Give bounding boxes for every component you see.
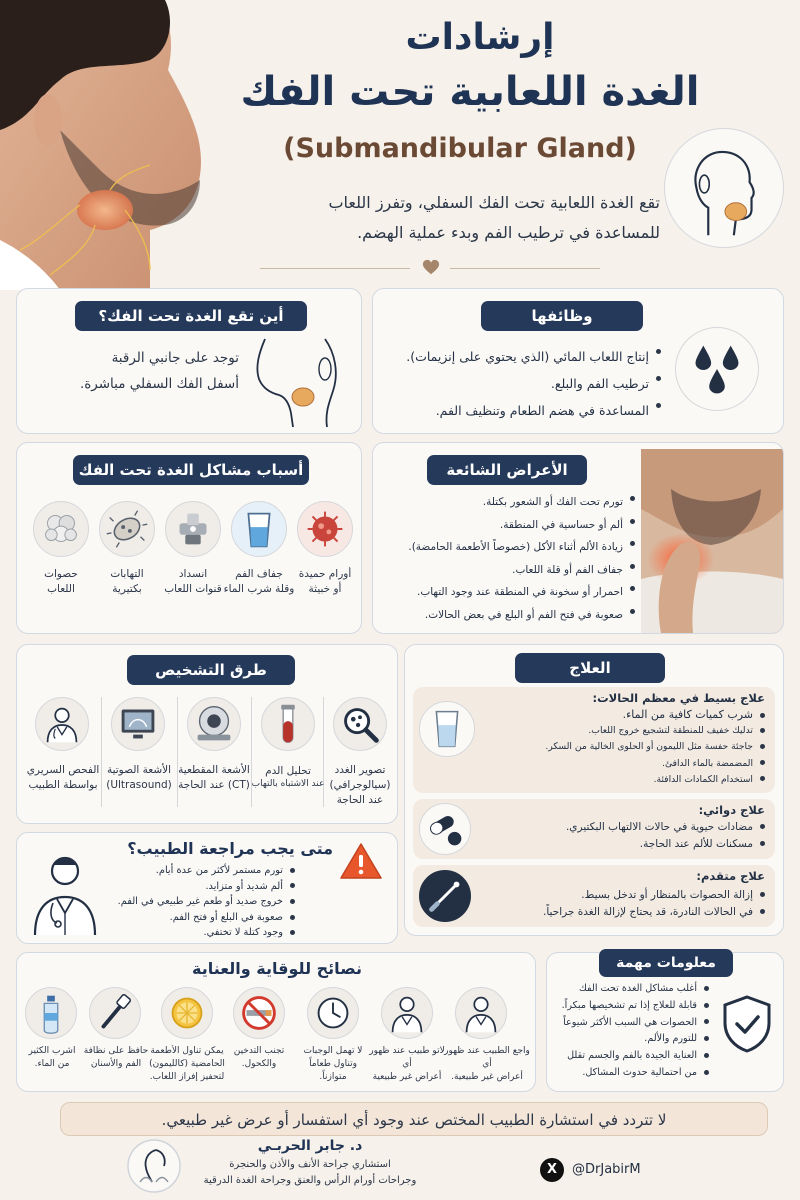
doctor-visit-title: متى يجب مراجعة الطبيب؟ [127, 839, 333, 858]
tip-label-doctor-2: لاتو طبيب عند ظهور أي أعراض غير طبيعية [369, 1046, 445, 1082]
list-item: للتورم والألم. [553, 1031, 711, 1048]
list-item: مسكنات للألم عند الحاجة. [477, 836, 767, 853]
tip-label-water: اشرب الكثير من الماء. [28, 1046, 76, 1069]
doctor-checkup-icon [455, 987, 507, 1039]
footer-note: لا تتردد في استشارة الطبيب المختص عند وجود أي استفسار أو عرض غير طبيعي. [161, 1111, 667, 1129]
divider-heart [240, 258, 620, 278]
diagnosis-card [16, 644, 398, 824]
lemon-icon [161, 987, 213, 1039]
info-card [546, 952, 784, 1092]
neck-gland-icon [245, 333, 355, 429]
hero-portrait [0, 0, 230, 290]
clock-icon [307, 987, 359, 1039]
shield-check-icon [719, 993, 775, 1055]
list-item: قابلة للعلاج إذا تم تشخيصها مبكراً. [553, 998, 711, 1015]
list-item: أغلب مشاكل الغدة تحت الفك [553, 981, 711, 998]
list-item: صعوبة في البلع أو فتح الفم. [97, 910, 297, 926]
doctor-icon [27, 847, 103, 939]
list-item: زيادة الألم أثناء الأكل (خصوصاً الأطعمة الحامضة). [377, 536, 637, 559]
list-item: وجود كتلة لا تختفي. [97, 925, 297, 941]
pills-icon [419, 803, 471, 855]
list-item: صعوبة في فتح الفم أو البلع في بعض الحالات. [377, 604, 637, 627]
intro-line-1: تقع الغدة اللعابية تحت الفك السفلي، وتفرز اللعاب [328, 193, 660, 212]
list-item: من احتمالية حدوث المشاكل. [553, 1065, 711, 1082]
ct-scanner-icon [187, 697, 241, 751]
diagnosis-label-exam: الفحص السريري بواسطة الطبيب [26, 764, 100, 791]
causes-card [16, 442, 362, 634]
cause-label-infection: التهابات بكتيرية [110, 568, 144, 595]
ultrasound-icon [111, 697, 165, 751]
tumor-icon [297, 501, 353, 557]
list-item: تورم تحت الفك أو الشعور بكتلة. [377, 491, 637, 514]
prevention-card [16, 952, 536, 1092]
cause-label-blockage: انسداد قنوات اللعاب [164, 568, 222, 595]
list-item: جاجئة حفسة مثل الليمون أو الحلوى الخالية من السكر. [477, 739, 767, 755]
footer-note-box [60, 1102, 768, 1136]
list-item: مضادات حيوية في حالات الالتهاب البكتيري. [477, 819, 767, 836]
neck-pain-photo [641, 449, 783, 633]
list-item: شرب كميات كافية من الماء. [477, 707, 767, 723]
list-item: احمرار أو سخونة في المنطقة عند وجود التهاب. [377, 581, 637, 604]
list-item: الحصوات هي السبب الأكثر شيوعاً [553, 1015, 711, 1032]
diagnosis-label-sialography: تصوير الغدد (سيالوجرافي) عند الحاجة [329, 764, 391, 806]
advanced-treatment-list [477, 887, 767, 921]
page-title-english: (Submandibular Gland) [283, 133, 637, 164]
page-title-main: الغدة اللعابية تحت الفك [240, 69, 700, 115]
treatment-title: العلاج [515, 653, 665, 683]
cause-label-stones: حصوات اللعاب [44, 568, 78, 595]
doctor-visit-icon [381, 987, 433, 1039]
functions-list [383, 343, 663, 424]
location-card [16, 288, 362, 434]
list-item: إنتاج اللعاب المائي (الذي يحتوي على إنزيمات). [383, 343, 663, 370]
simple-treatment-box [413, 687, 775, 793]
blood-test-icon [261, 697, 315, 751]
duct-blockage-icon [165, 501, 221, 557]
location-line-1: توجد على جانبي الرقبة [111, 350, 239, 366]
head-profile-icon [664, 128, 784, 248]
footer-doctor-title-2: وجراحات أورام الرأس والعنق وجراحة الغدة الدرقية [203, 1175, 417, 1186]
list-item: جفاف الفم أو قلة اللعاب. [377, 559, 637, 582]
medical-treatment-list [477, 819, 767, 853]
location-title: أين تقع الغدة تحت الفك؟ [75, 301, 307, 331]
diagnosis-title: طرق التشخيص [127, 655, 295, 685]
causes-title: أسباب مشاكل الغدة تحت الفك [73, 455, 309, 485]
simple-treatment-title: علاج بسيط في معظم الحالات: [592, 691, 765, 705]
cause-label-tumor: أورام حميدة أو خبيثة [298, 568, 352, 595]
sialography-icon [333, 697, 387, 751]
diagnosis-label-ultrasound: الأشعة الصوتية (Ultrasound) [106, 764, 172, 791]
footer-doctor-title-1: استشاري جراحة الأنف والأذن والحنجرة [229, 1159, 391, 1170]
treatment-card [404, 644, 784, 936]
symptoms-card [372, 442, 784, 634]
intro-line-2: للمساعدة في ترطيب الفم وبدء عملية الهضم. [357, 223, 660, 242]
symptoms-list [377, 491, 637, 626]
water-glass-icon [419, 701, 475, 757]
list-item: استخدام الكمادات الدافئة. [477, 772, 767, 788]
list-item: ترطيب الفم والبلع. [383, 370, 663, 397]
location-line-2: أسفل الفك السفلي مباشرة. [79, 376, 239, 392]
list-item: العناية الجيدة بالفم والجسم تقلل [553, 1048, 711, 1065]
prevention-title: نصائح للوقاية والعناية [192, 959, 362, 978]
info-title: معلومات مهمة [599, 949, 733, 977]
social-handle[interactable]: @DrJabirM [572, 1162, 641, 1177]
list-item: خروج صديد أو طعم غير طبيعي في الفم. [97, 894, 297, 910]
advanced-treatment-box [413, 865, 775, 927]
tip-label-meals: لا تهمل الوجبات وتناول طعاماً متوازناً. [303, 1046, 363, 1082]
medical-treatment-title: علاج دوائي: [698, 803, 765, 817]
advanced-treatment-title: علاج متقدم: [696, 869, 765, 883]
tip-label-sour-food: يمكن تناول الأطعمة الحامضية (كالليمون) لتحفيز إفراز اللعاب. [149, 1046, 225, 1082]
water-glass-icon [231, 501, 287, 557]
x-logo-icon[interactable]: X [540, 1158, 564, 1182]
tip-label-doctor: واجع الطبيب عند ظهور أي أعراض غير طبيعية. [444, 1046, 530, 1082]
list-item: المضمضة بالماء الدافئ. [477, 756, 767, 772]
toothbrush-icon [89, 987, 141, 1039]
list-item: إزالة الحصوات بالمنظار أو تدخل بسيط. [477, 887, 767, 904]
medical-treatment-box [413, 799, 775, 859]
water-bottle-icon [25, 987, 77, 1039]
functions-title: وظائفها [481, 301, 643, 331]
doctor-exam-icon [35, 697, 89, 751]
list-item: ألم شديد أو متزايد. [97, 879, 297, 895]
list-item: ألم أو حساسية في المنطقة. [377, 514, 637, 537]
doctor-visit-list [97, 863, 297, 941]
endoscope-icon [419, 870, 471, 922]
symptoms-title: الأعراض الشائعة [427, 455, 587, 485]
diagnosis-label-blood: تحليل الدم عند الاشتباه بالتهاب [251, 765, 325, 789]
list-item: في الحالات النادرة، قد يحتاج لإزالة الغدة جراحياً. [477, 904, 767, 921]
page-title: إرشادات [405, 17, 555, 58]
simple-treatment-list [477, 707, 767, 788]
functions-card [372, 288, 784, 434]
no-smoking-icon [233, 987, 285, 1039]
list-item: تورم مستمر لأكثر من عدة أيام. [97, 863, 297, 879]
list-item: تدليك خفيف للمنطقة لتشجيع خروج اللعاب. [477, 723, 767, 739]
list-item: المساعدة في هضم الطعام وتنظيف الفم. [383, 397, 663, 424]
info-list [553, 981, 711, 1082]
doctor-visit-card [16, 832, 398, 944]
tip-label-no-smoking: تجنب التدخين والكحول. [233, 1046, 285, 1069]
warning-icon [339, 841, 383, 881]
water-drops-icon [675, 327, 759, 411]
footer-doctor-name: د. جابر الحربـي [257, 1138, 363, 1154]
tip-label-hygiene: حافظ على نظافة الفم والأسنان [83, 1046, 149, 1069]
diagnosis-label-ct: الأشعة المقطعية (CT) عند الحاجة [178, 764, 250, 791]
saliva-stones-icon [33, 501, 89, 557]
bacteria-icon [99, 501, 155, 557]
cause-label-dry-mouth: جفاف الفم وقلة شرب الماء [223, 568, 295, 595]
